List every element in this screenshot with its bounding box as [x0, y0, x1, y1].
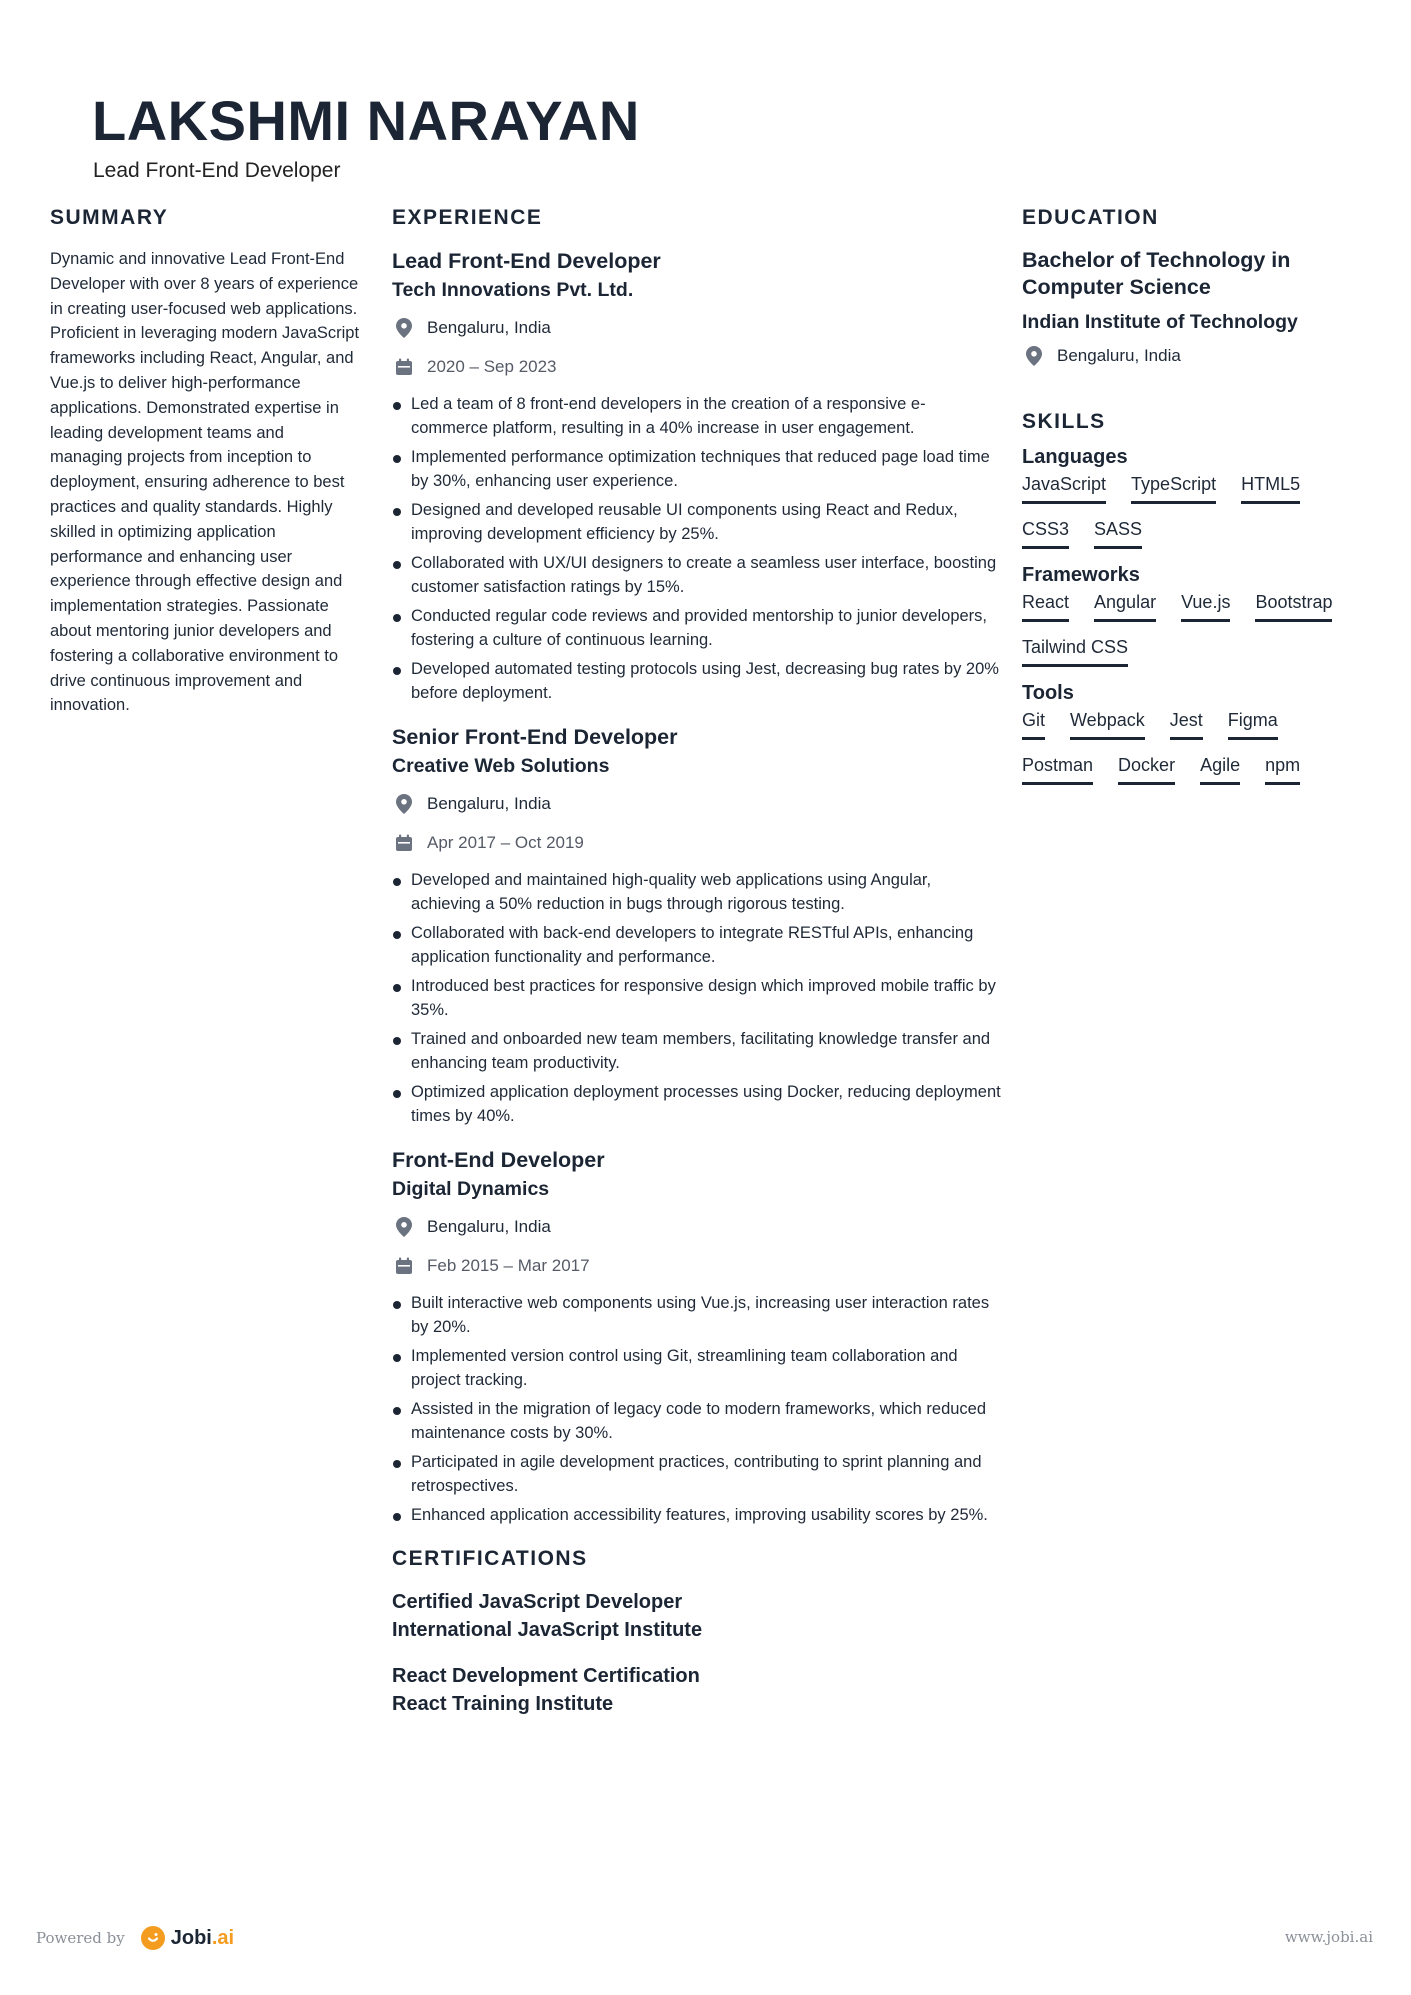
right-column — [1022, 205, 1362, 797]
job-role: Senior Front-End Developer — [392, 725, 678, 749]
certification-name: React Development Certification — [392, 1664, 700, 1687]
skill-tag: Docker — [1118, 754, 1175, 785]
powered-by — [36, 1926, 234, 1950]
job-dates — [392, 354, 1002, 380]
job-location-text: Bengaluru, India — [427, 1217, 551, 1236]
certification-name: Certified JavaScript Developer — [392, 1590, 683, 1613]
certifications-heading: CERTIFICATIONS — [392, 1546, 588, 1570]
calendar-icon — [394, 357, 414, 377]
summary-text: Dynamic and innovative Lead Front-End Developer with over 8 years of experience in creating user-focused web applications. Proficient in leveraging modern JavaScript frameworks including React, Angular, and Vue.js to deliver high-performance applications. Demonstrated expertise in leading development teams and managing projects from inception to deployment, ensuring adherence to best practices and quality standards. Highly skilled in optimizing application performance and enhancing user experience through effective design and implementation strategies. Passionate about mentoring junior developers and fostering a collaborative environment to drive continuous improvement and innovation. — [50, 250, 360, 715]
job-location-text: Bengaluru, India — [427, 318, 551, 337]
job-company: Creative Web Solutions — [392, 755, 610, 777]
experience-column — [392, 205, 1002, 1736]
job-entry — [392, 1146, 1002, 1528]
skill-group-title: Frameworks — [1022, 564, 1140, 586]
skill-tags — [1022, 591, 1362, 667]
map-pin-icon — [394, 1217, 414, 1237]
job-bullet: Implemented performance optimization techniques that reduced page load time by 30%, enhancing user experience. — [392, 446, 1002, 493]
job-bullet: Developed and maintained high-quality web applications using Angular, achieving a 50% reduction in bugs through rigorous testing. — [392, 869, 1002, 916]
job-bullets — [392, 869, 1002, 1128]
skill-tags — [1022, 473, 1362, 549]
job-bullet: Designed and developed reusable UI components using React and Redux, improving development efficiency by 25%. — [392, 499, 1002, 546]
map-pin-icon — [1024, 346, 1044, 366]
calendar-icon — [394, 833, 414, 853]
job-bullet: Introduced best practices for responsive design which improved mobile traffic by 35%. — [392, 975, 1002, 1022]
job-entry — [392, 723, 1002, 1128]
job-bullets — [392, 393, 1002, 705]
candidate-title: Lead Front-End Developer — [93, 159, 341, 182]
job-dates-text: 2020 – Sep 2023 — [427, 357, 557, 376]
skill-tag: Jest — [1170, 709, 1203, 740]
job-bullet: Participated in agile development practices, contributing to sprint planning and retrospectives. — [392, 1451, 1002, 1498]
job-bullet: Trained and onboarded new team members, facilitating knowledge transfer and enhancing team productivity. — [392, 1028, 1002, 1075]
job-list — [392, 247, 1002, 1528]
skill-tag: React — [1022, 591, 1069, 622]
skills-heading: SKILLS — [1022, 410, 1106, 433]
job-bullet: Enhanced application accessibility features, improving usability scores by 25%. — [392, 1504, 1002, 1528]
jobi-logo-icon — [141, 1926, 165, 1950]
job-bullet: Implemented version control using Git, streamlining team collaboration and project tracking. — [392, 1345, 1002, 1392]
job-bullet: Conducted regular code reviews and provided mentorship to junior developers, fostering a culture of continuous learning. — [392, 605, 1002, 652]
skill-groups — [1022, 443, 1362, 785]
job-company: Digital Dynamics — [392, 1178, 550, 1200]
skill-tag: Figma — [1228, 709, 1278, 740]
certification-entry — [392, 1588, 1002, 1644]
job-dates — [392, 830, 1002, 856]
skill-tag: SASS — [1094, 518, 1142, 549]
job-location — [392, 315, 1002, 341]
job-entry — [392, 247, 1002, 705]
skill-tag: Postman — [1022, 754, 1093, 785]
calendar-icon — [394, 1256, 414, 1276]
skill-tag: npm — [1265, 754, 1300, 785]
candidate-name: LAKSHMI NARAYAN — [92, 89, 640, 152]
certification-issuer: International JavaScript Institute — [392, 1618, 703, 1641]
job-location-text: Bengaluru, India — [427, 794, 551, 813]
job-bullets — [392, 1292, 1002, 1528]
skill-group — [1022, 561, 1362, 667]
education-location — [1022, 343, 1362, 369]
skill-group-title: Languages — [1022, 446, 1128, 468]
certification-list — [392, 1588, 1002, 1718]
job-dates-text: Feb 2015 – Mar 2017 — [427, 1256, 590, 1275]
job-role: Lead Front-End Developer — [392, 249, 661, 273]
job-dates-text: Apr 2017 – Oct 2019 — [427, 833, 584, 852]
logo-suffix: .ai — [211, 1926, 235, 1949]
skill-tag: CSS3 — [1022, 518, 1069, 549]
map-pin-icon — [394, 794, 414, 814]
website-link[interactable]: www.jobi.ai — [1284, 1928, 1373, 1946]
summary-section — [50, 205, 360, 718]
job-bullet: Developed automated testing protocols using Jest, decreasing bug rates by 20% before deployment. — [392, 658, 1002, 705]
skill-tag: HTML5 — [1241, 473, 1300, 504]
skill-tag: Vue.js — [1181, 591, 1230, 622]
skill-tag: Git — [1022, 709, 1045, 740]
skill-tag: Angular — [1094, 591, 1156, 622]
job-bullet: Optimized application deployment processes using Docker, reducing deployment times by 40%. — [392, 1081, 1002, 1128]
education-degree: Bachelor of Technology in Computer Science — [1022, 248, 1291, 299]
powered-by-label: Powered by — [36, 1929, 125, 1947]
certification-issuer: React Training Institute — [392, 1692, 614, 1715]
education-heading: EDUCATION — [1022, 206, 1159, 229]
skill-group — [1022, 443, 1362, 549]
skill-group-title: Tools — [1022, 682, 1074, 704]
education-school: Indian Institute of Technology — [1022, 311, 1298, 333]
job-bullet: Led a team of 8 front-end developers in the creation of a responsive e-commerce platform, resulting in a 40% increase in user engagement. — [392, 393, 1002, 440]
skill-tag: Webpack — [1070, 709, 1145, 740]
skill-tag: TypeScript — [1131, 473, 1216, 504]
skill-tag: Tailwind CSS — [1022, 636, 1128, 667]
skill-tag: JavaScript — [1022, 473, 1106, 504]
job-dates — [392, 1253, 1002, 1279]
skill-tags — [1022, 709, 1362, 785]
job-bullet: Collaborated with UX/UI designers to create a seamless user interface, boosting customer satisfaction ratings by 15%. — [392, 552, 1002, 599]
job-company: Tech Innovations Pvt. Ltd. — [392, 279, 634, 301]
skill-tag: Bootstrap — [1255, 591, 1332, 622]
job-location — [392, 791, 1002, 817]
certification-entry — [392, 1662, 1002, 1718]
logo-main: Jobi — [170, 1926, 212, 1949]
experience-heading: EXPERIENCE — [392, 206, 543, 229]
job-location — [392, 1214, 1002, 1240]
map-pin-icon — [394, 318, 414, 338]
skill-tag: Agile — [1200, 754, 1240, 785]
job-role: Front-End Developer — [392, 1148, 605, 1172]
education-location-text: Bengaluru, India — [1057, 346, 1181, 365]
skill-group — [1022, 679, 1362, 785]
summary-heading: SUMMARY — [50, 206, 169, 229]
jobi-logo[interactable] — [171, 1927, 234, 1950]
job-bullet: Assisted in the migration of legacy code to modern frameworks, which reduced maintenance costs by 30%. — [392, 1398, 1002, 1445]
job-bullet: Built interactive web components using Vue.js, increasing user interaction rates by 20%. — [392, 1292, 1002, 1339]
job-bullet: Collaborated with back-end developers to integrate RESTful APIs, enhancing application functionality and performance. — [392, 922, 1002, 969]
